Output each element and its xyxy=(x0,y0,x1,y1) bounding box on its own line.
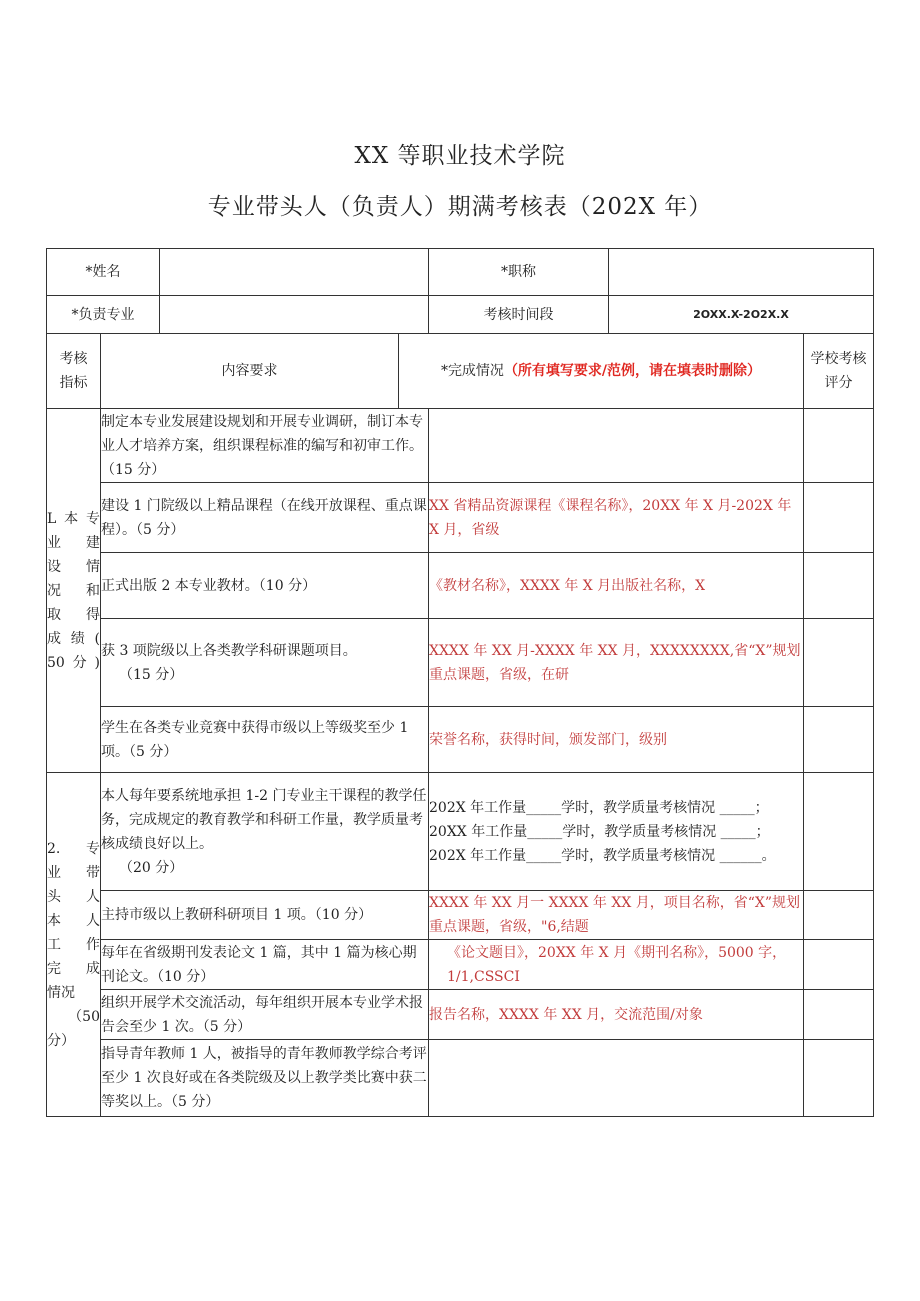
requirement-text: 主持市级以上教研科研项目 1 项。（10 分） xyxy=(101,891,429,940)
table-row xyxy=(47,553,874,619)
table-row xyxy=(47,990,874,1040)
period-field[interactable]: 2OXX.X-2O2X.X xyxy=(609,296,874,334)
indicator-header: 考核 指标 xyxy=(47,334,101,409)
completion-field[interactable]: XXXX 年 XX 月一 XXXX 年 XX 月，项目名称，省“X”规划重点课题，省级，"6,结题 xyxy=(429,891,804,940)
major-label: *负责专业 xyxy=(47,296,160,334)
table-row xyxy=(47,891,874,940)
title-label: *职称 xyxy=(429,249,609,296)
section1-category: L本专 业 建 设 情 况 和 取 得 成绩( 50分) xyxy=(47,409,101,773)
requirement-text: 获 3 项院级以上各类教学科研课题项目。 （15 分） xyxy=(101,619,429,707)
score-field[interactable] xyxy=(804,891,874,940)
requirement-text: 正式出版 2 本专业教材。（10 分） xyxy=(101,553,429,619)
table-row xyxy=(47,409,874,483)
score-field[interactable] xyxy=(804,773,874,891)
workload-field[interactable]: 202X 年工作量_____学时，教学质量考核情况 _____； 20XX 年工作量_____学时，教学质量考核情况 _____； 202X 年工作量_____学时，教学质量考核情况 ______。 xyxy=(429,773,804,891)
score-field[interactable] xyxy=(804,553,874,619)
score-header: 学校考核 评分 xyxy=(804,334,874,409)
school-name: XX 等职业技术学院 xyxy=(354,143,566,169)
requirement-text: 建设 1 门院级以上精品课程（在线开放课程、重点课程）。（5 分） xyxy=(101,483,429,553)
score-field[interactable] xyxy=(804,409,874,483)
score-field[interactable] xyxy=(804,707,874,773)
form-title: 专业带头人（负责人）期满考核表（202X 年） xyxy=(207,194,713,220)
requirement-text: 组织开展学术交流活动，每年组织开展本专业学术报告会至少 1 次。（5 分） xyxy=(101,990,429,1040)
table-row xyxy=(47,1040,874,1117)
completion-field[interactable]: 《论文题目》，20XX 年 X 月《期刊名称》，5000 字，1/1,CSSCI xyxy=(429,940,804,990)
score-field[interactable] xyxy=(804,483,874,553)
completion-field[interactable] xyxy=(429,1040,804,1117)
score-field[interactable] xyxy=(804,1040,874,1117)
score-field[interactable] xyxy=(804,940,874,990)
completion-note: （所有填写要求/范例，请在填表时删除） xyxy=(503,363,762,379)
requirement-text: 指导青年教师 1 人，被指导的青年教师教学综合考评至少 1 次良好或在各类院级及以上教学类比赛中获二等奖以上。（5 分） xyxy=(101,1040,429,1117)
score-field[interactable] xyxy=(804,990,874,1040)
table-row xyxy=(47,483,874,553)
completion-field[interactable]: 报告名称，XXXX 年 XX 月，交流范围/对象 xyxy=(429,990,804,1040)
table-row xyxy=(47,773,874,891)
table-row xyxy=(47,707,874,773)
content-header: 内容要求 xyxy=(101,334,399,409)
completion-field[interactable]: 荣誉名称，获得时间，颁发部门，级别 xyxy=(429,707,804,773)
name-label: *姓名 xyxy=(47,249,160,296)
completion-field[interactable]: XXXX 年 XX 月-XXXX 年 XX 月，XXXXXXXX,省“X”规划重点课题，省级，在研 xyxy=(429,619,804,707)
score-field[interactable] xyxy=(804,619,874,707)
name-field[interactable] xyxy=(160,249,429,296)
major-field[interactable] xyxy=(160,296,429,334)
requirement-text: 每年在省级期刊发表论文 1 篇，其中 1 篇为核心期刊论文。（10 分） xyxy=(101,940,429,990)
period-label: 考核时间段 xyxy=(429,296,609,334)
completion-field[interactable] xyxy=(429,409,804,483)
section2-category: 2. 专 业 带 头 人 本 人 工 作 完 成 情况 （50 分） xyxy=(47,773,101,1117)
requirement-text: 制定本专业发展建设规划和开展专业调研，制订本专业人才培养方案，组织课程标准的编写和初审工作。（15 分） xyxy=(101,409,429,483)
title-field[interactable] xyxy=(609,249,874,296)
table-row xyxy=(47,619,874,707)
requirement-text: 本人每年要系统地承担 1-2 门专业主干课程的教学任务，完成规定的教育教学和科研工作量，教学质量考核成绩良好以上。 （20 分） xyxy=(101,773,429,891)
completion-field[interactable]: XX 省精品资源课程《课程名称》，20XX 年 X 月-202X 年 X 月，省级 xyxy=(429,483,804,553)
table-row xyxy=(47,940,874,990)
completion-header: *完成情况（所有填写要求/范例，请在填表时删除） xyxy=(399,334,804,409)
assessment-table xyxy=(46,248,874,1117)
completion-field[interactable]: 《教材名称》，XXXX 年 X 月出版社名称，X xyxy=(429,553,804,619)
requirement-text: 学生在各类专业竞赛中获得市级以上等级奖至少 1 项。（5 分） xyxy=(101,707,429,773)
